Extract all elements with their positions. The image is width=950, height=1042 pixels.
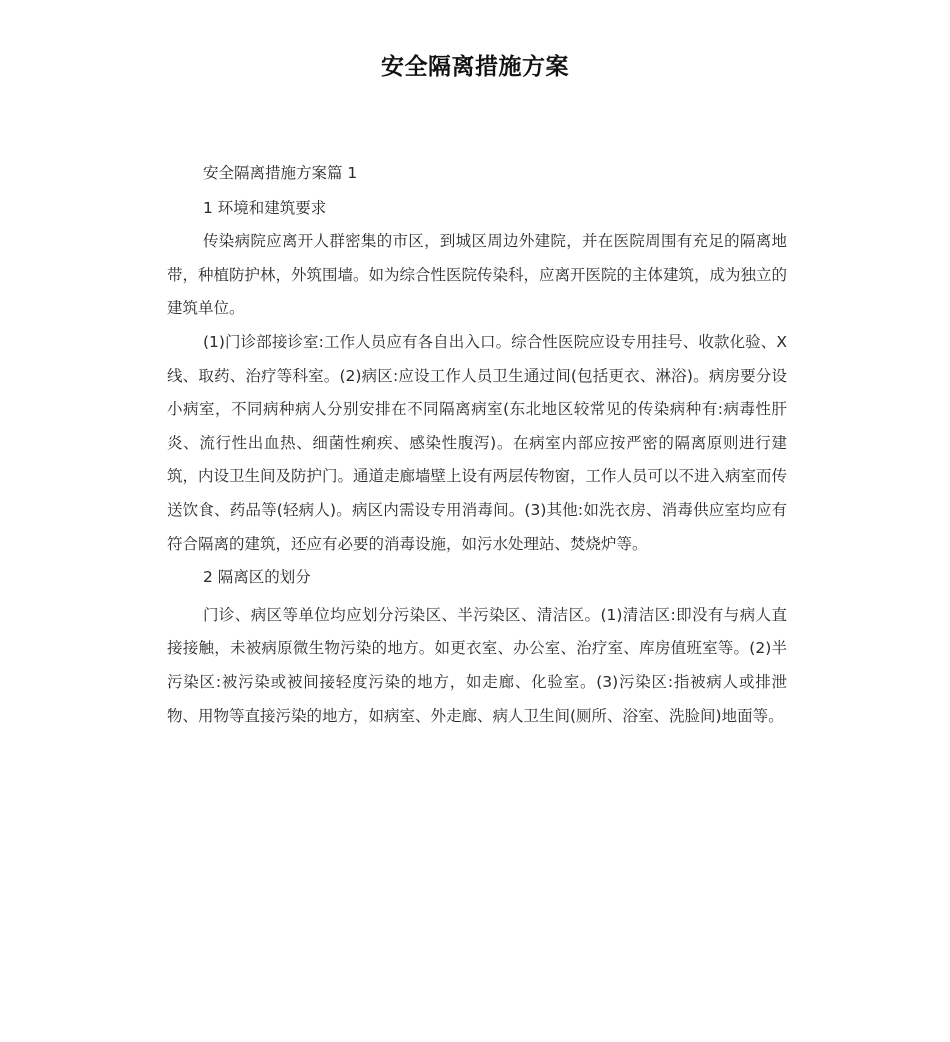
section-2-paragraph-1: 门诊、病区等单位均应划分污染区、半污染区、清洁区。(1)清洁区:即没有与病人直接接触，未被病原微生物污染的地方。如更衣室、办公室、治疗室、库房值班室等。(2)半污染区:被污染或被间接轻度污染的地方，如走廊、化验室。(3)污染区:指被病人或排泄物、用物等直接污染的地方，如病室、外走廊、病人卫生间(厕所、浴室、洗脸间)地面等。 — [167, 605, 787, 725]
section-2-heading: 2 隔离区的划分 — [203, 568, 311, 587]
section-1-heading: 1 环境和建筑要求 — [203, 198, 327, 217]
section-1-paragraph-1: 传染病院应离开人群密集的市区，到城区周边外建院，并在医院周围有充足的隔离地带，种植防护林，外筑围墙。如为综合性医院传染科，应离开医院的主体建筑，成为独立的建筑单位。 — [167, 232, 788, 318]
document-body — [167, 157, 787, 733]
section-1-paragraph-2: (1)门诊部接诊室:工作人员应有各自出入口。综合性医院应设专用挂号、收款化验、X 线、取药、治疗等科室。(2)病区:应设工作人员卫生通过间(包括更衣、淋浴)。病房要分设小病室，不同病种病人分别安排在不同隔离病室(东北地区较常见的传染病种有:病毒性肝炎、流行性出血热、细菌性痢疾、感染性腹泻)。在病室内部应按严密的隔离原则进行建筑，内设卫生间及防护门。通道走廊墙壁上设有两层传物窗，工作人员可以不进入病室而传送饮食、药品等(轻病人)。病区内需设专用消毒间。(3)其他:如洗衣房、消毒供应室均应有符合隔离的建筑，还应有必要的消毒设施，如污水处理站、焚烧炉等。 — [167, 332, 788, 553]
document-subtitle: 安全隔离措施方案篇 1 — [203, 164, 358, 182]
document-title: 安全隔离措施方案 — [381, 54, 569, 80]
